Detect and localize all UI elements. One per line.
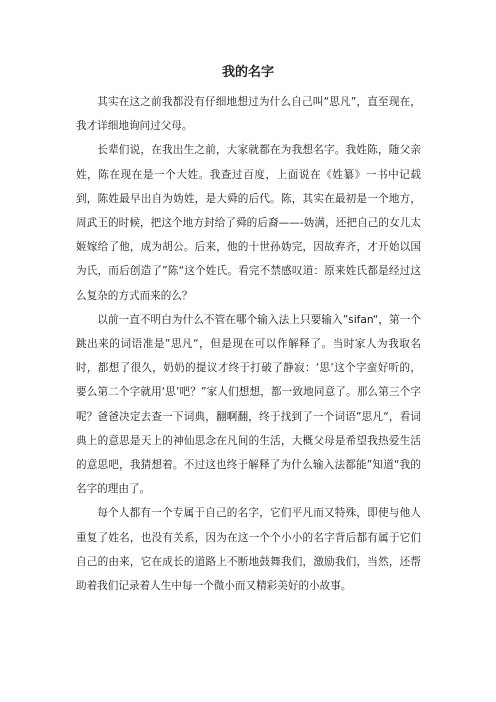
document-body [76,90,421,598]
document-title: 我的名字 [221,65,274,80]
paragraph-1: 其实在这之前我都没有仔细地想过为什么自己叫“思凡”，直至现在，我才详细地询问过父母。 [76,96,421,133]
paragraph-2: 长辈们说，在我出生之前，大家就都在为我想名字。我姓陈，随父亲姓，陈在现在是一个大姓。我查过百度，上面说在《姓纂》一书中记载到，陈姓最早出自为妫姓，是大舜的后代。陈，其实在最初是一个地方，周武王的时候，把这个地方封给了舜的后裔——-妫满，还把自己的女儿太姬嫁给了他，成为胡公。后来，他的十世孙妫完，因故弃齐，才开始以国为氏，而后创造了”陈“这个姓氏。看完不禁感叹道：原来姓氏都是经过这么复杂的方式而来的么？ [76,144,421,302]
paragraph-4: 每个人都有一个专属于自己的名字，它们平凡而又特殊，即使与他人重复了姓名，也没有关系，因为在这一个个小小的名字背后都有属于它们自己的由来，它在成长的道路上不断地鼓舞我们，激励我们，当然，还帮助着我们记录着人生中每一个微小而又精彩美好的小故事。 [76,507,421,593]
paragraph-3: 以前一直不明白为什么不管在哪个输入法上只要输入”sifan“，第一个跳出来的词语准是”思凡“，但是现在可以作解释了。当时家人为我取名时，都想了很久，奶奶的提议才终于打破了静寂：‘思’这个字蛮好听的，要么第二个字就用‘思’吧？”家人们想想，都一致地同意了。那么第三个字呢？爸爸决定去查一下词典，翻啊翻，终于找到了一个词语”思凡“，看词典上的意思是天上的神仙思念在凡间的生活，大概父母是希望我热爱生活的意思吧，我猜想着。不过这也终于解释了为什么输入法都能”知道“我的名字的理由了。 [76,313,421,496]
